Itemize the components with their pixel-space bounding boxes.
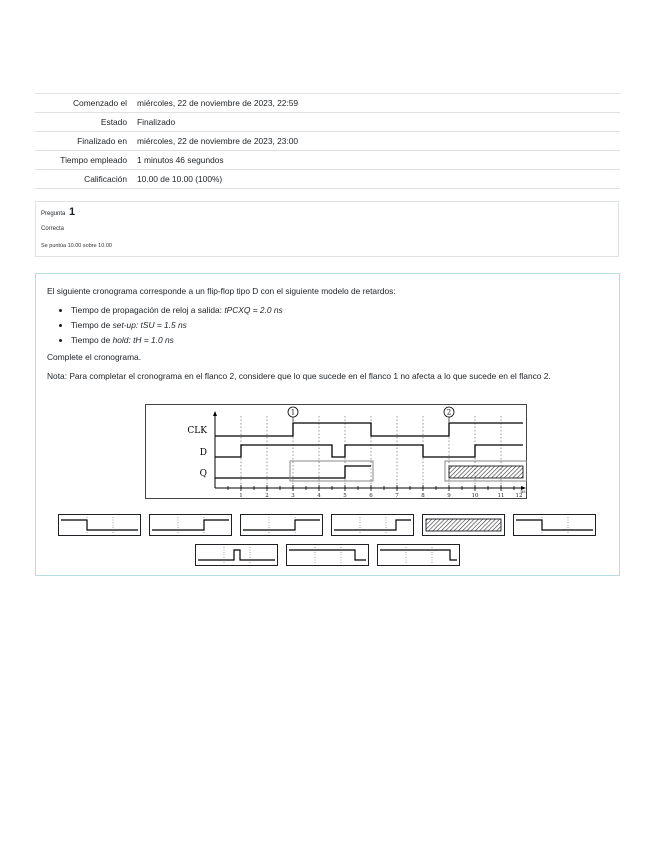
answer-option-9[interactable] (377, 544, 460, 566)
delay-item: • Tiempo de hold: tH = 1.0 ns (71, 334, 607, 346)
answer-option-3[interactable] (240, 514, 323, 536)
summary-value: 1 minutos 46 segundos (133, 151, 620, 170)
summary-row (35, 170, 620, 189)
tick-label: 9 (447, 493, 451, 499)
question-content-box (35, 273, 620, 576)
timing-diagram (145, 404, 527, 499)
answer-option-5[interactable] (422, 514, 505, 536)
summary-value: Finalizado (133, 113, 620, 132)
tick-label: 10 (471, 493, 479, 499)
tick-label: 11 (497, 493, 505, 499)
tick-label: 12 (515, 493, 523, 499)
edge-marker-2-label: 2 (446, 408, 452, 417)
question-number-value: 1 (69, 206, 76, 218)
summary-value: 10.00 de 10.00 (100%) (133, 170, 620, 189)
summary-row (35, 113, 620, 132)
tick-label: 5 (343, 493, 347, 499)
question-text (47, 285, 607, 389)
summary-row (35, 132, 620, 151)
answer-option-8[interactable] (286, 544, 369, 566)
summary-label: Comenzado el (35, 94, 133, 113)
answer-option-7[interactable] (195, 544, 278, 566)
question-info-box (35, 201, 619, 257)
summary-label: Finalizado en (35, 132, 133, 151)
answer-option-4[interactable] (331, 514, 414, 536)
delay-item: • Tiempo de set-up: tSU = 1.5 ns (71, 319, 607, 331)
tick-label: 1 (239, 493, 243, 499)
question-intro: El siguiente cronograma corresponde a un flip-flop tipo D con el siguiente modelo de retardos: (47, 286, 396, 296)
delay-model-list (47, 304, 607, 346)
tick-label: 8 (421, 493, 425, 499)
question-number (41, 206, 75, 218)
question-note: Nota: Para completar el cronograma en el flanco 2, considere que lo que sucede en el flanco 1 no afecta a lo que sucede en el flanco 2. (47, 371, 551, 381)
tick-label: 3 (291, 493, 295, 499)
time-unit-label: ns (520, 490, 526, 495)
question-prefix: Pregunta (41, 211, 66, 217)
tick-label: 2 (265, 493, 269, 499)
tick-label: 6 (369, 493, 373, 499)
question-state: Correcta (41, 226, 65, 232)
summary-value: miércoles, 22 de noviembre de 2023, 22:59 (133, 94, 620, 113)
summary-value: miércoles, 22 de noviembre de 2023, 23:00 (133, 132, 620, 151)
question-instruction: Complete el cronograma. (47, 352, 142, 362)
answer-option-6[interactable] (513, 514, 596, 536)
summary-row (35, 151, 620, 170)
edge-marker-1-label: 1 (290, 408, 296, 417)
attempt-summary-table (35, 93, 620, 189)
signal-label-d: D (199, 448, 207, 458)
tick-label: 7 (395, 493, 399, 499)
q-undefined-region (449, 466, 523, 478)
summary-label: Tiempo empleado (35, 151, 133, 170)
signal-label-clk: CLK (187, 426, 207, 436)
question-grade: Se puntúa 10.00 sobre 10.00 (41, 243, 112, 249)
answer-option-2[interactable] (149, 514, 232, 536)
tick-label: 4 (317, 493, 321, 499)
answer-option-1[interactable] (58, 514, 141, 536)
summary-label: Estado (35, 113, 133, 132)
signal-label-q: Q (199, 469, 207, 479)
summary-row (35, 94, 620, 113)
summary-label: Calificación (35, 170, 133, 189)
delay-item: • Tiempo de propagación de reloj a salida: tPCXQ = 2.0 ns (71, 304, 607, 316)
